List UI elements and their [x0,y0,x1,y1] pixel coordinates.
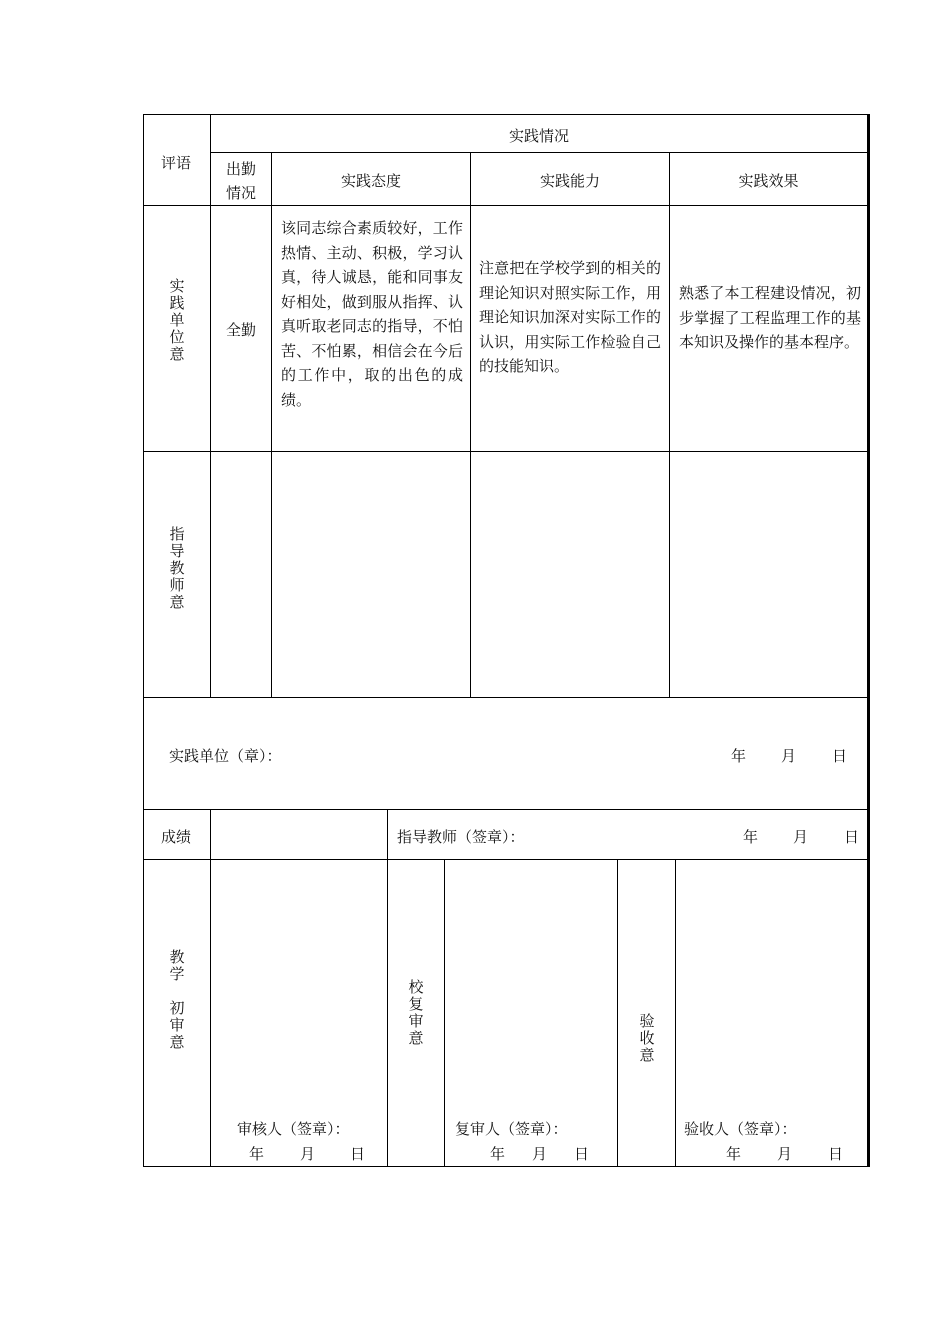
vline-grade-1 [210,809,211,1167]
teacher-row-label: 指导教师意 [169,525,185,611]
chuqin-label-1: 出勤 [225,160,256,178]
school-review-label: 校复审意 [408,978,424,1047]
effect-text: 熟悉了本工程建设情况，初步掌握了工程监理工作的基本知识及操作的基本程序。 [679,284,861,351]
initial-year: 年 [249,1145,265,1163]
hline-teacher-bottom [143,697,870,698]
hline-header-bottom [143,205,870,206]
vline-left [143,114,144,1167]
grade-year: 年 [743,828,759,846]
grade-day: 日 [844,828,860,846]
school-month: 月 [532,1145,548,1163]
accept-month: 月 [777,1145,793,1163]
hline-unit-bottom [143,451,870,452]
hline-header-mid [211,152,870,153]
attendance-value: 全勤 [225,321,256,339]
accept-review-label: 验收意 [639,1012,655,1064]
shijian-qingkuang-header: 实践情况 [508,127,569,145]
vline-col2 [271,152,272,698]
accept-year: 年 [726,1145,742,1163]
school-day: 日 [574,1145,590,1163]
vline-col3 [470,152,471,698]
initial-signer-label: 审核人（签章）： [237,1120,350,1138]
vline-right [867,114,870,1167]
hline-table-bottom [143,1166,870,1167]
ability-text: 注意把在学校学到的相关的理论知识对照实际工作，用理论知识加深对实际工作的认识，用实际工作检验自己的技能知识。 [479,259,661,375]
hline-top [143,114,870,115]
vline-review-3 [444,859,445,1167]
stamp-year: 年 [731,747,747,765]
vline-grade-2 [387,809,388,1167]
vline-review-5 [675,859,676,1167]
accept-signer-label: 验收人（签章）： [684,1120,797,1138]
chuqin-label-2: 情况 [225,184,256,202]
accept-day: 日 [828,1145,844,1163]
initial-review-label-2: 初审意 [169,999,185,1051]
hline-grade-bottom [143,859,870,860]
unit-row-label: 实践单位意 [169,277,185,363]
attitude-text: 该同志综合素质较好，工作热情、主动、积极，学习认真，待人诚恳，能和同事友好相处，做到服从指挥、认真听取老同志的指导，不怕苦、不怕累，相信会在今后的工作中，取的出色的成绩。 [281,219,463,409]
vline-review-4 [617,859,618,1167]
nengli-header: 实践能力 [539,172,600,190]
taidu-header: 实践态度 [340,172,401,190]
stamp-day: 日 [832,747,848,765]
school-signer-label: 复审人（签章）： [455,1120,568,1138]
initial-review-label-1: 教学 [169,948,185,983]
pingyu-label: 评语 [161,154,192,172]
initial-month: 月 [300,1145,316,1163]
grade-label: 成绩 [161,828,192,846]
school-year: 年 [490,1145,506,1163]
hline-stamp-bottom [143,809,870,810]
stamp-month: 月 [781,747,797,765]
teacher-sign-label: 指导教师（签章）： [397,828,525,846]
grade-month: 月 [793,828,809,846]
xiaoguo-header: 实践效果 [738,172,799,190]
vline-col4 [669,152,670,698]
unit-stamp-label: 实践单位（章）： [169,747,282,765]
initial-day: 日 [350,1145,366,1163]
